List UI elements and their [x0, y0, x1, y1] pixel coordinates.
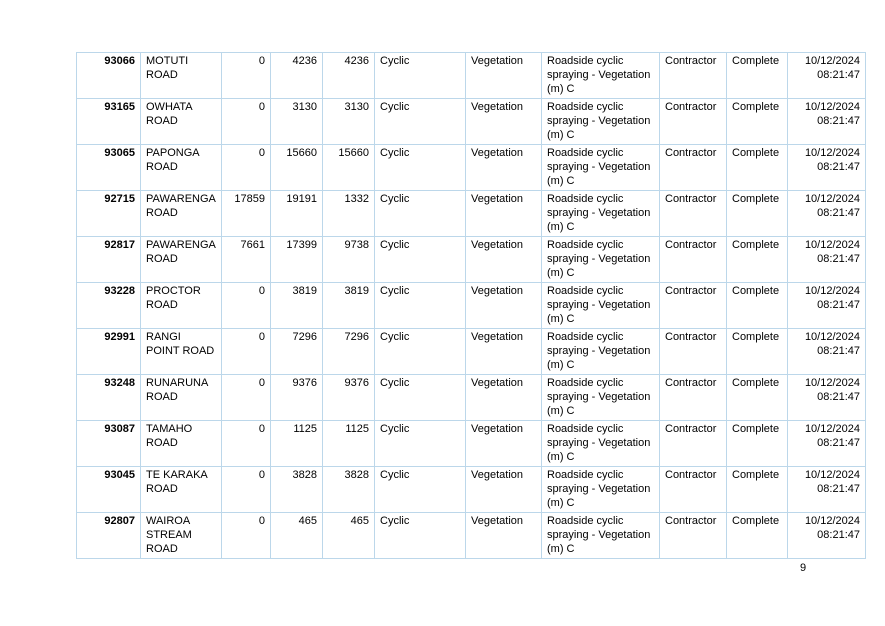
record-id-cell: 92817: [77, 237, 141, 283]
date-cell: 10/12/2024 08:21:47: [788, 421, 866, 467]
end-cell: 465: [271, 513, 323, 559]
category-cell: Vegetation: [466, 329, 542, 375]
category-cell: Vegetation: [466, 421, 542, 467]
performed-by-cell: Contractor: [660, 191, 727, 237]
description-cell: Roadside cyclic spraying - Vegetation (m) C: [542, 421, 660, 467]
work-type-cell: Cyclic: [375, 237, 466, 283]
table-row: [77, 421, 866, 467]
date-cell: 10/12/2024 08:21:47: [788, 375, 866, 421]
table-row: [77, 99, 866, 145]
record-id-cell: 93248: [77, 375, 141, 421]
description-cell: Roadside cyclic spraying - Vegetation (m) C: [542, 467, 660, 513]
work-type-cell: Cyclic: [375, 283, 466, 329]
road-name-cell: OWHATA ROAD: [141, 99, 222, 145]
performed-by-cell: Contractor: [660, 513, 727, 559]
table-row: [77, 513, 866, 559]
work-type-cell: Cyclic: [375, 467, 466, 513]
start-cell: 0: [222, 513, 271, 559]
work-type-cell: Cyclic: [375, 53, 466, 99]
category-cell: Vegetation: [466, 513, 542, 559]
date-cell: 10/12/2024 08:21:47: [788, 99, 866, 145]
end-cell: 3130: [271, 99, 323, 145]
road-name-cell: RUNARUNA ROAD: [141, 375, 222, 421]
description-cell: Roadside cyclic spraying - Vegetation (m) C: [542, 99, 660, 145]
record-id-cell: 92991: [77, 329, 141, 375]
performed-by-cell: Contractor: [660, 283, 727, 329]
end-cell: 7296: [271, 329, 323, 375]
table-row: [77, 191, 866, 237]
work-type-cell: Cyclic: [375, 145, 466, 191]
record-id-cell: 93066: [77, 53, 141, 99]
record-id-cell: 92807: [77, 513, 141, 559]
start-cell: 0: [222, 145, 271, 191]
road-name-cell: MOTUTI ROAD: [141, 53, 222, 99]
work-type-cell: Cyclic: [375, 513, 466, 559]
category-cell: Vegetation: [466, 145, 542, 191]
end-cell: 4236: [271, 53, 323, 99]
performed-by-cell: Contractor: [660, 329, 727, 375]
end-cell: 15660: [271, 145, 323, 191]
performed-by-cell: Contractor: [660, 467, 727, 513]
record-id-cell: 93045: [77, 467, 141, 513]
length-cell: 15660: [323, 145, 375, 191]
status-cell: Complete: [727, 375, 788, 421]
length-cell: 9738: [323, 237, 375, 283]
road-name-cell: WAIROA STREAM ROAD: [141, 513, 222, 559]
status-cell: Complete: [727, 283, 788, 329]
length-cell: 1125: [323, 421, 375, 467]
performed-by-cell: Contractor: [660, 237, 727, 283]
start-cell: 0: [222, 283, 271, 329]
start-cell: 0: [222, 329, 271, 375]
status-cell: Complete: [727, 513, 788, 559]
table-body: [77, 53, 866, 559]
road-name-cell: TE KARAKA ROAD: [141, 467, 222, 513]
length-cell: 3828: [323, 467, 375, 513]
category-cell: Vegetation: [466, 375, 542, 421]
status-cell: Complete: [727, 237, 788, 283]
performed-by-cell: Contractor: [660, 99, 727, 145]
category-cell: Vegetation: [466, 99, 542, 145]
date-cell: 10/12/2024 08:21:47: [788, 191, 866, 237]
record-id-cell: 93228: [77, 283, 141, 329]
status-cell: Complete: [727, 191, 788, 237]
status-cell: Complete: [727, 53, 788, 99]
start-cell: 0: [222, 375, 271, 421]
road-name-cell: PAWARENGA ROAD: [141, 191, 222, 237]
status-cell: Complete: [727, 421, 788, 467]
performed-by-cell: Contractor: [660, 375, 727, 421]
category-cell: Vegetation: [466, 53, 542, 99]
category-cell: Vegetation: [466, 283, 542, 329]
length-cell: 465: [323, 513, 375, 559]
length-cell: 3819: [323, 283, 375, 329]
road-name-cell: RANGI POINT ROAD: [141, 329, 222, 375]
end-cell: 1125: [271, 421, 323, 467]
start-cell: 0: [222, 53, 271, 99]
length-cell: 3130: [323, 99, 375, 145]
description-cell: Roadside cyclic spraying - Vegetation (m) C: [542, 145, 660, 191]
date-cell: 10/12/2024 08:21:47: [788, 53, 866, 99]
status-cell: Complete: [727, 329, 788, 375]
end-cell: 3819: [271, 283, 323, 329]
work-records-table: [76, 52, 866, 559]
record-id-cell: 92715: [77, 191, 141, 237]
start-cell: 17859: [222, 191, 271, 237]
end-cell: 19191: [271, 191, 323, 237]
road-name-cell: PROCTOR ROAD: [141, 283, 222, 329]
date-cell: 10/12/2024 08:21:47: [788, 467, 866, 513]
table-row: [77, 283, 866, 329]
work-type-cell: Cyclic: [375, 329, 466, 375]
table-row: [77, 53, 866, 99]
length-cell: 1332: [323, 191, 375, 237]
table-row: [77, 329, 866, 375]
description-cell: Roadside cyclic spraying - Vegetation (m) C: [542, 237, 660, 283]
date-cell: 10/12/2024 08:21:47: [788, 513, 866, 559]
status-cell: Complete: [727, 99, 788, 145]
table-row: [77, 237, 866, 283]
category-cell: Vegetation: [466, 237, 542, 283]
work-type-cell: Cyclic: [375, 99, 466, 145]
description-cell: Roadside cyclic spraying - Vegetation (m) C: [542, 329, 660, 375]
status-cell: Complete: [727, 467, 788, 513]
end-cell: 3828: [271, 467, 323, 513]
start-cell: 0: [222, 421, 271, 467]
record-id-cell: 93065: [77, 145, 141, 191]
end-cell: 9376: [271, 375, 323, 421]
page-number: 9: [800, 562, 807, 574]
work-type-cell: Cyclic: [375, 421, 466, 467]
length-cell: 4236: [323, 53, 375, 99]
description-cell: Roadside cyclic spraying - Vegetation (m) C: [542, 283, 660, 329]
length-cell: 9376: [323, 375, 375, 421]
road-name-cell: PAPONGA ROAD: [141, 145, 222, 191]
work-type-cell: Cyclic: [375, 191, 466, 237]
record-id-cell: 93165: [77, 99, 141, 145]
category-cell: Vegetation: [466, 191, 542, 237]
status-cell: Complete: [727, 145, 788, 191]
road-name-cell: TAMAHO ROAD: [141, 421, 222, 467]
performed-by-cell: Contractor: [660, 421, 727, 467]
road-name-cell: PAWARENGA ROAD: [141, 237, 222, 283]
performed-by-cell: Contractor: [660, 53, 727, 99]
description-cell: Roadside cyclic spraying - Vegetation (m) C: [542, 191, 660, 237]
end-cell: 17399: [271, 237, 323, 283]
table-row: [77, 145, 866, 191]
description-cell: Roadside cyclic spraying - Vegetation (m) C: [542, 513, 660, 559]
description-cell: Roadside cyclic spraying - Vegetation (m) C: [542, 53, 660, 99]
table-row: [77, 467, 866, 513]
record-id-cell: 93087: [77, 421, 141, 467]
start-cell: 0: [222, 99, 271, 145]
date-cell: 10/12/2024 08:21:47: [788, 145, 866, 191]
performed-by-cell: Contractor: [660, 145, 727, 191]
length-cell: 7296: [323, 329, 375, 375]
start-cell: 7661: [222, 237, 271, 283]
date-cell: 10/12/2024 08:21:47: [788, 237, 866, 283]
table-row: [77, 375, 866, 421]
date-cell: 10/12/2024 08:21:47: [788, 329, 866, 375]
work-type-cell: Cyclic: [375, 375, 466, 421]
date-cell: 10/12/2024 08:21:47: [788, 283, 866, 329]
start-cell: 0: [222, 467, 271, 513]
category-cell: Vegetation: [466, 467, 542, 513]
description-cell: Roadside cyclic spraying - Vegetation (m) C: [542, 375, 660, 421]
